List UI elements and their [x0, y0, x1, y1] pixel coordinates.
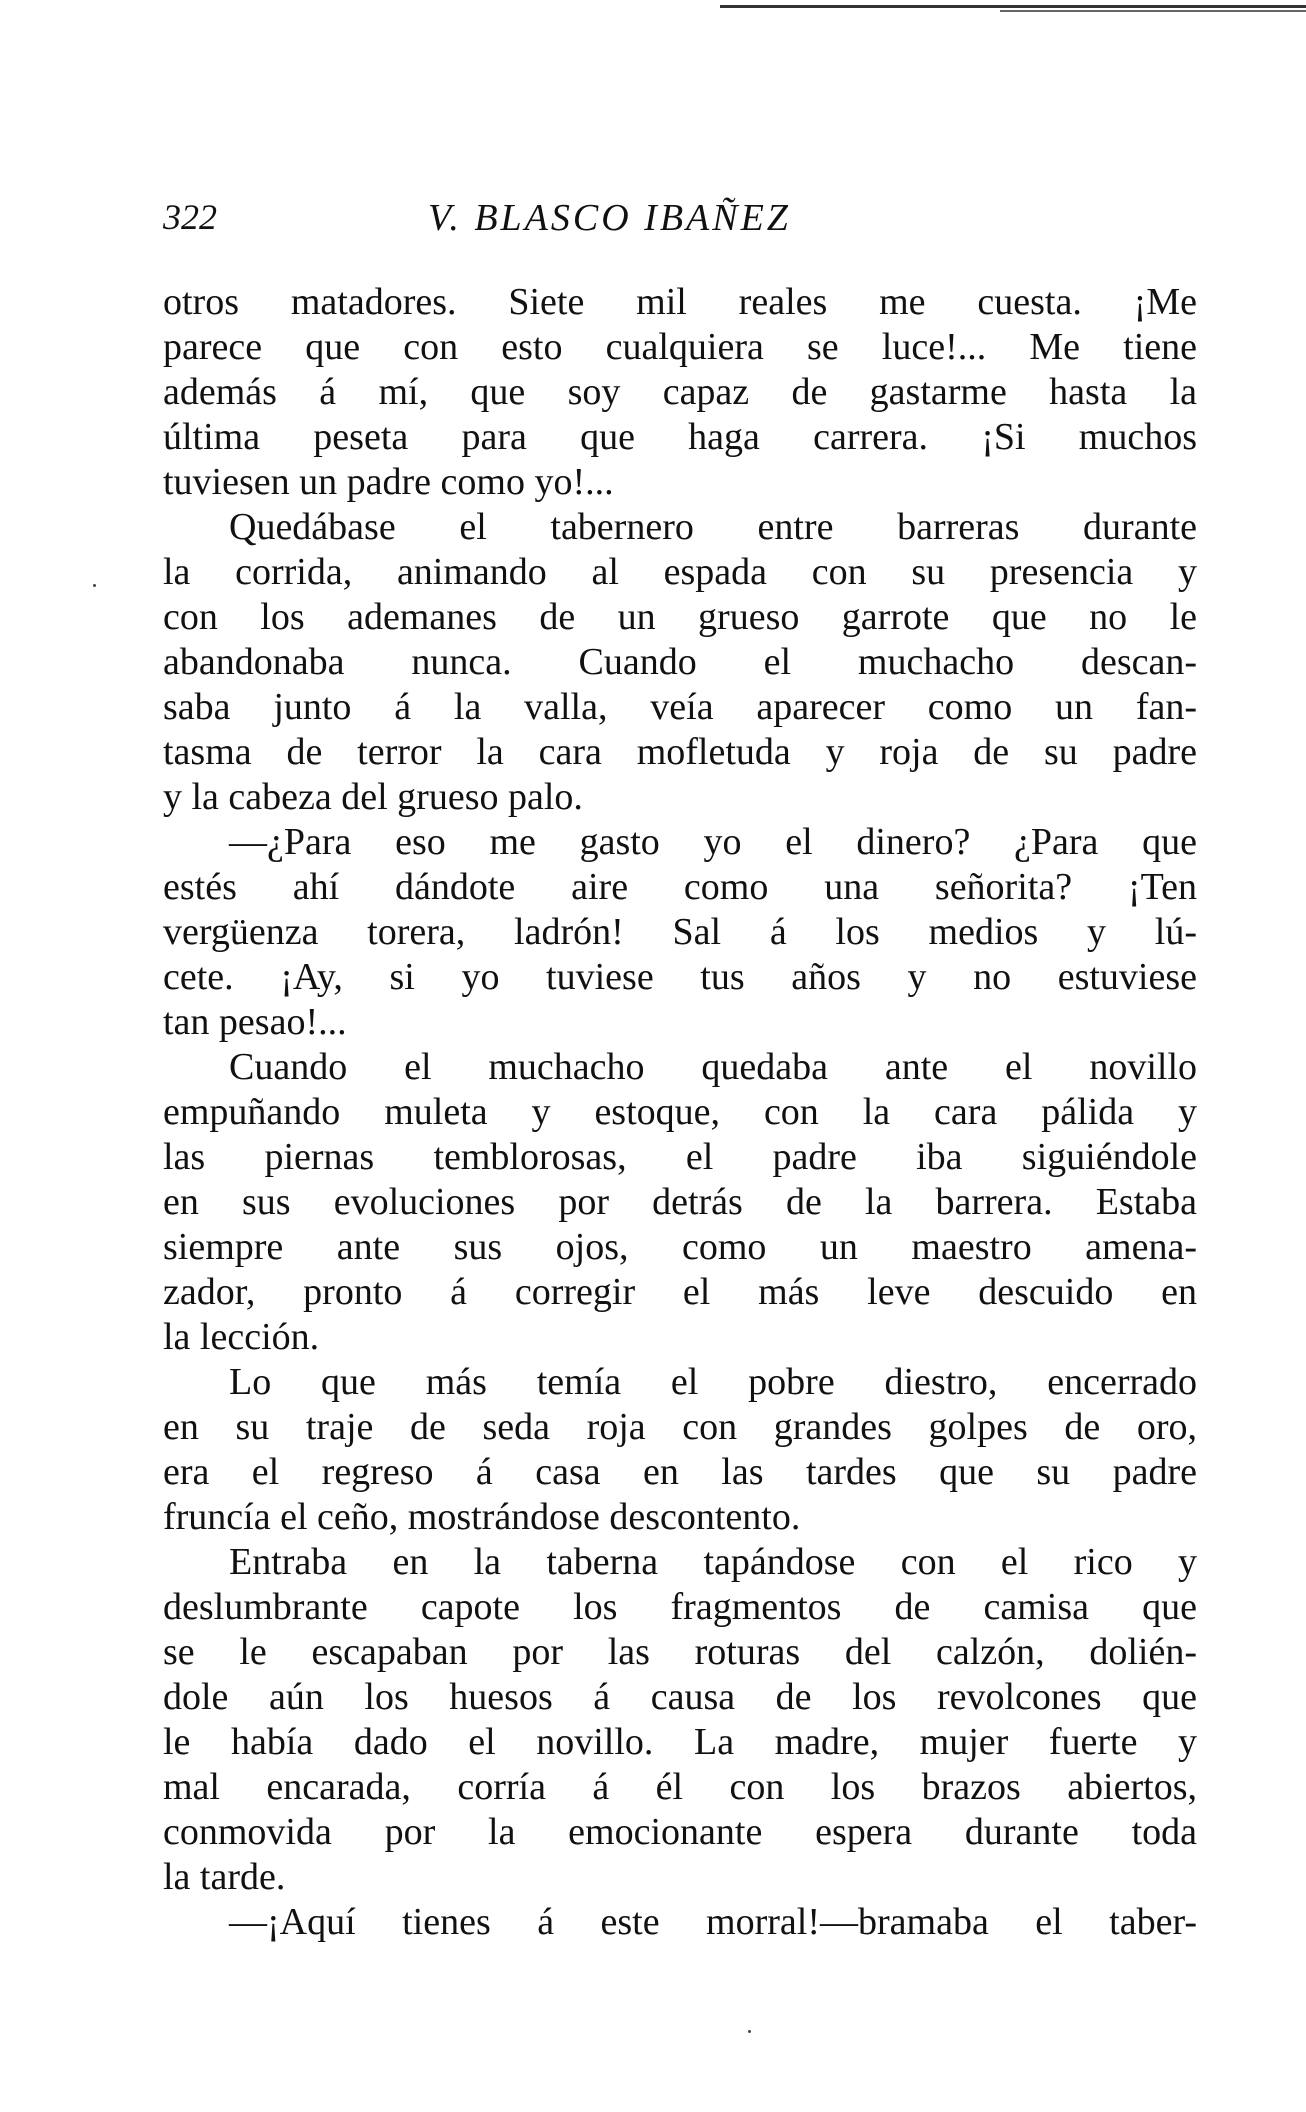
- text-line: siempre ante sus ojos, como un maestro amena-: [163, 1226, 1197, 1268]
- text-line: Quedábase el tabernero entre barreras durante: [229, 506, 1197, 548]
- page-number: 322: [163, 197, 217, 237]
- text-line: en sus evoluciones por detrás de la barrera. Estaba: [163, 1181, 1197, 1223]
- page-header: [163, 196, 1197, 246]
- text-line: dole aún los huesos á causa de los revolcones que: [163, 1676, 1197, 1718]
- text-line: Entraba en la taberna tapándose con el rico y: [229, 1541, 1197, 1583]
- text-line: con los ademanes de un grueso garrote que no le: [163, 596, 1197, 638]
- text-line: tasma de terror la cara mofletuda y roja de su padre: [163, 731, 1197, 773]
- text-line: estés ahí dándote aire como una señorita? ¡Ten: [163, 866, 1197, 908]
- text-line: zador, pronto á corregir el más leve descuido en: [163, 1271, 1197, 1313]
- text-line: mal encarada, corría á él con los brazos abiertos,: [163, 1766, 1197, 1808]
- top-edge-rule: [720, 5, 1306, 8]
- text-line: abandonaba nunca. Cuando el muchacho descan-: [163, 641, 1197, 683]
- text-line: las piernas temblorosas, el padre iba siguiéndole: [163, 1136, 1197, 1178]
- text-line: parece que con esto cualquiera se luce!... Me tiene: [163, 326, 1197, 368]
- text-line: la tarde.: [163, 1856, 286, 1898]
- text-line: Lo que más temía el pobre diestro, encerrado: [229, 1361, 1197, 1403]
- text-line: tan pesao!...: [163, 1001, 347, 1043]
- text-line: otros matadores. Siete mil reales me cuesta. ¡Me: [163, 281, 1197, 323]
- running-title: V. BLASCO IBAÑEZ: [428, 197, 791, 239]
- text-line: vergüenza torera, ladrón! Sal á los medios y lú-: [163, 911, 1197, 953]
- page-body-text: [163, 280, 1197, 1945]
- text-line: última peseta para que haga carrera. ¡Si muchos: [163, 416, 1197, 458]
- text-line: en su traje de seda roja con grandes golpes de oro,: [163, 1406, 1197, 1448]
- text-line: conmovida por la emocionante espera durante toda: [163, 1811, 1197, 1853]
- top-edge-rule-thin: [1000, 10, 1306, 12]
- text-line: le había dado el novillo. La madre, mujer fuerte y: [163, 1721, 1197, 1763]
- text-line: era el regreso á casa en las tardes que su padre: [163, 1451, 1197, 1493]
- text-line: Cuando el muchacho quedaba ante el novillo: [229, 1046, 1197, 1088]
- text-line: y la cabeza del grueso palo.: [163, 776, 583, 818]
- text-line: tuviesen un padre como yo!...: [163, 461, 614, 503]
- text-line: la lección.: [163, 1316, 320, 1358]
- text-line: la corrida, animando al espada con su presencia y: [163, 551, 1197, 593]
- text-line: deslumbrante capote los fragmentos de camisa que: [163, 1586, 1197, 1628]
- text-line: fruncía el ceño, mostrándose descontento.: [163, 1496, 801, 1538]
- text-line: —¡Aquí tienes á este morral!—bramaba el taber-: [229, 1901, 1197, 1943]
- text-line: además á mí, que soy capaz de gastarme hasta la: [163, 371, 1197, 413]
- text-line: —¿Para eso me gasto yo el dinero? ¿Para que: [229, 821, 1197, 863]
- text-line: empuñando muleta y estoque, con la cara pálida y: [163, 1091, 1197, 1133]
- text-line: se le escapaban por las roturas del calzón, dolién-: [163, 1631, 1197, 1673]
- text-line: cete. ¡Ay, si yo tuviese tus años y no estuviese: [163, 956, 1197, 998]
- print-speck: [93, 584, 96, 587]
- print-speck: [748, 2030, 751, 2033]
- text-line: saba junto á la valla, veía aparecer como un fan-: [163, 686, 1197, 728]
